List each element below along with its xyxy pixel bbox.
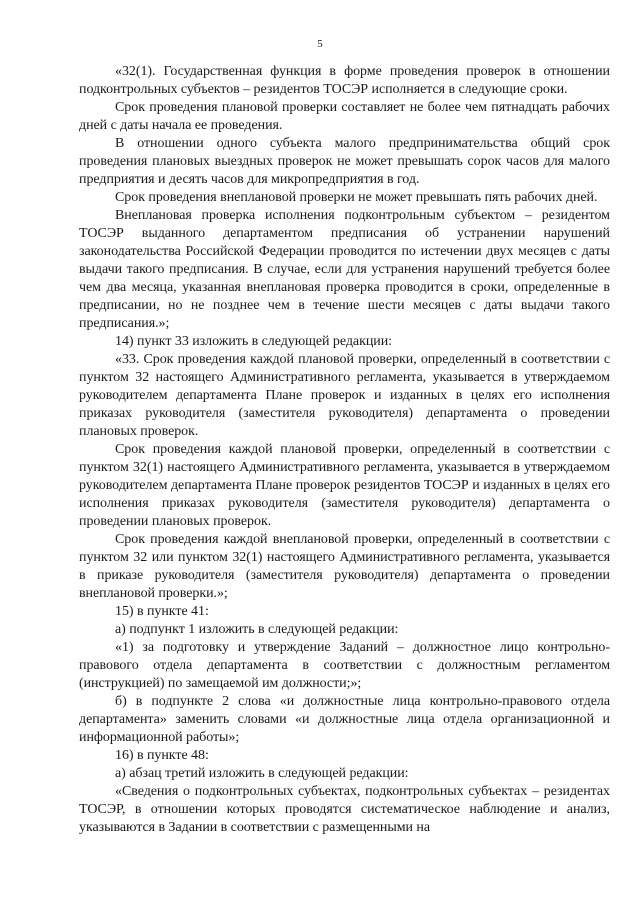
- paragraph-planned-check-term: Срок проведения плановой проверки составляет не более чем пятнадцать рабочих дней с даты начала ее проведения.: [79, 100, 610, 133]
- paragraph-order-execution-check: Внеплановая проверка исполнения подконтрольным субъектом – резидентом ТОСЭР выданного департаментом предписания об устранении нарушений законодательства Российской Федерации проводится по истечении двух месяцев с даты выдачи такого предписания. В случае, если для устранения нарушений требуется более чем два месяца, указанная внеплановая проверка проводится в сроки, определенные в предписании, но не позднее чем в течение шести месяцев с даты выдачи такого предписания.»;: [79, 208, 610, 331]
- paragraph-item-16-a: а) абзац третий изложить в следующей редакции:: [115, 766, 409, 781]
- paragraph-item-14: 14) пункт 33 изложить в следующей редакции:: [115, 334, 393, 349]
- paragraph-33-text: «33. Срок проведения каждой плановой проверки, определенный в соответствии с пунктом 32 настоящего Административного регламента, указывается в утверждаемом руководителем департамента Плане проверок и изданных в целях его исполнения приказах руководителя (заместителя руководителя) департамента о проведении плановых проверок.: [79, 352, 610, 439]
- paragraph-32-1-intro: «32(1). Государственная функция в форме проведения проверок в отношении подконтрольных субъектов – резидентов ТОСЭР исполняется в следующие сроки.: [79, 64, 610, 97]
- paragraph-small-business-term: В отношении одного субъекта малого предпринимательства общий срок проведения плановых выездных проверок не может превышать сорок часов для малого предприятия и десять часов для микропредприятия в год.: [79, 136, 610, 187]
- paragraph-33-tosor-plan: Срок проведения каждой плановой проверки, определенный в соответствии с пунктом 32(1) настоящего Административного регламента, указывается в утверждаемом руководителем департамента Плане проверок резидентов ТОСЭР и изданных в целях его исполнения приказах руководителя (заместителя руководителя) департамента о проведении плановых проверок.: [79, 442, 610, 529]
- paragraph-unplanned-check-term: Срок проведения внеплановой проверки не может превышать пять рабочих дней.: [115, 190, 598, 205]
- paragraph-item-16-a-text: «Сведения о подконтрольных субъектах, подконтрольных субъектах – резидентах ТОСЭР, в отношении которых проводятся систематическое наблюдение и анализ, указываются в Задании в соответствии с размещенными на: [79, 784, 610, 835]
- paragraph-item-15-a-text: «1) за подготовку и утверждение Заданий – должностное лицо контрольно-правового отдела департамента в соответствии с должностным регламентом (инструкцией) по замещаемой им должности;»;: [79, 640, 610, 691]
- paragraph-item-15-a: а) подпункт 1 изложить в следующей редакции:: [115, 622, 399, 637]
- paragraph-item-15: 15) в пункте 41:: [115, 604, 209, 619]
- paragraph-item-15-b: б) в подпункте 2 слова «и должностные лица контрольно-правового отдела департамента» заменить словами «и должностные лица отдела организационной и информационной работы»;: [79, 694, 610, 745]
- paragraph-33-unplanned: Срок проведения каждой внеплановой проверки, определенный в соответствии с пунктом 32 или пунктом 32(1) настоящего Административного регламента, указывается в приказе руководителя (заместителя руководителя) департамента о проведении внеплановой проверки.»;: [79, 532, 610, 601]
- paragraph-item-16: 16) в пункте 48:: [115, 748, 209, 763]
- document-body: [79, 63, 610, 837]
- page-number: 5: [317, 38, 323, 50]
